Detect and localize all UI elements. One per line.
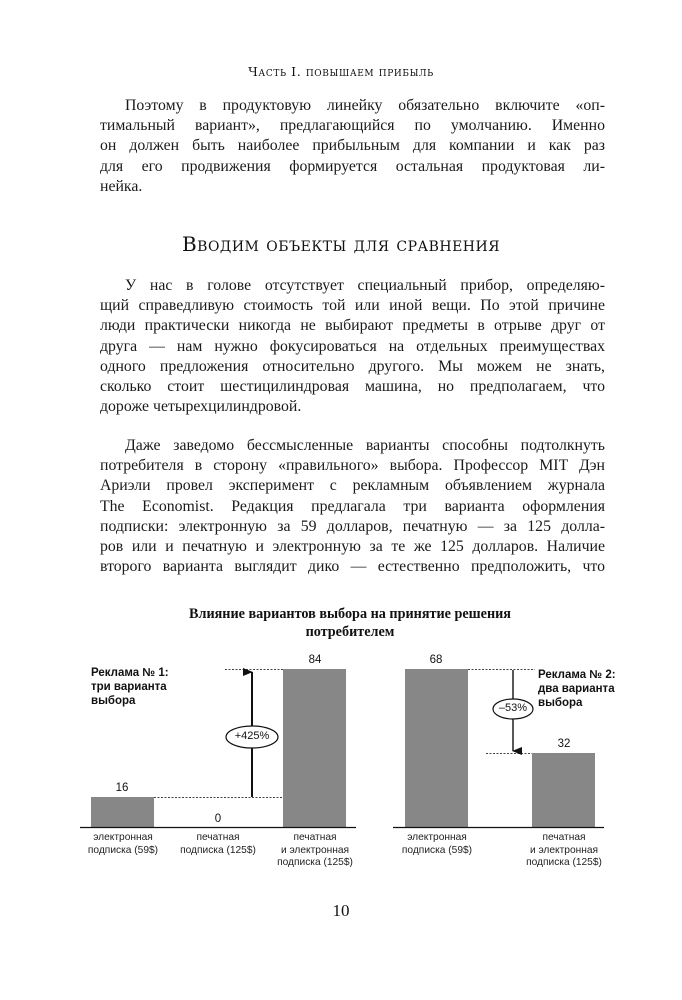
text-line: для его продвижения формируется остальная продуктовая ли- (100, 157, 605, 175)
category-label (270, 832, 360, 870)
bar-electronic (405, 669, 468, 827)
bar-electronic (91, 797, 154, 827)
ad-label-line: выбора (91, 695, 136, 707)
text-line: The Economist. Редакция предлагала три варианта оформления (100, 497, 605, 515)
text-line: У нас в голове отсутствует специальный прибор, определяю- (125, 277, 605, 294)
text-line: щий справедливую стоимость той или иной вещи. По этой причине (100, 297, 605, 315)
category-label-line: электронная (93, 832, 153, 843)
category-label-line: подписка (59$) (401, 844, 473, 856)
category-label-line: подписка (125$) (180, 844, 256, 856)
category-label (394, 832, 480, 857)
text-line: люди практически никогда не выбирают предметы в отрыве друг от (100, 317, 605, 335)
category-label-line: печатная (542, 832, 586, 843)
page-number: 10 (332, 901, 350, 920)
ad-2-label (538, 668, 616, 710)
ad-1-label (91, 666, 169, 708)
text-line: Даже заведомо бессмысленные варианты способны подтолкнуть (125, 437, 605, 454)
value-label: 32 (557, 738, 571, 750)
ad-label-line: Реклама № 2: (538, 669, 616, 681)
value-label: 84 (308, 654, 322, 666)
category-label (82, 832, 164, 857)
text-line: второго варианта выглядит дико — естественно предположить, что (100, 558, 605, 576)
text-line: одного предложения относительно другого. Мы можем не знать, (100, 357, 605, 375)
category-label (172, 832, 264, 857)
chart-title-line: потребителем (305, 624, 395, 640)
text-line: Поэтому в продуктовую линейку обязательно включите «оп- (125, 97, 605, 114)
category-label-line: и электронная (529, 844, 599, 856)
bar-print-electronic (283, 669, 346, 827)
running-head: Часть I. повышаем прибыль (248, 64, 434, 79)
text-line: сколько стоит шестицилиндровая машина, но предполагаем, что (100, 378, 605, 396)
text-line: подписки: электронную за 59 долларов, печатную — за 125 долла- (100, 517, 605, 535)
percent-change-label: –53% (498, 702, 528, 714)
bar-print-electronic (532, 753, 595, 827)
value-label: 0 (214, 813, 222, 825)
text-line: дороже четырехцилиндровой. (100, 398, 302, 416)
category-label-line: подписка (125$) (526, 857, 602, 868)
category-label-line: подписка (59$) (87, 844, 159, 856)
text-line: друга — нам нужно фокусироваться на отдельных преимуществах (100, 337, 605, 355)
ad-label-line: три варианта (91, 681, 167, 693)
category-label-line: подписка (125$) (277, 857, 353, 868)
category-label-line: и электронная (280, 844, 350, 856)
ad-label-line: Реклама № 1: (91, 667, 169, 679)
ad-label-line: выбора (538, 697, 583, 709)
category-label-line: печатная (293, 832, 337, 843)
value-label: 68 (429, 654, 443, 666)
text-line: он должен быть наиболее прибыльным для компании и как раз (100, 137, 605, 155)
category-label-line: электронная (407, 832, 467, 843)
ad-label-line: два варианта (538, 683, 615, 695)
text-line: Ариэли провел эксперимент с рекламным объявлением журнала (100, 477, 605, 495)
text-line: ров или и печатную и электронную за те же 125 долларов. Наличие (100, 538, 605, 556)
category-label-line: печатная (196, 832, 240, 843)
section-title: Вводим объекты для сравнения (181, 232, 501, 256)
category-label (518, 832, 610, 870)
text-line: тимальный вариант», предлагающийся по умолчанию. Именно (100, 117, 605, 135)
text-line: потребителя в сторону «правильного» выбора. Профессор MIT Дэн (100, 457, 605, 475)
percent-change-label: +425% (234, 730, 270, 742)
chart-title-line: Влияние вариантов выбора на принятие решения (189, 606, 511, 622)
text-line: нейка. (100, 177, 143, 195)
value-label: 16 (115, 782, 129, 794)
